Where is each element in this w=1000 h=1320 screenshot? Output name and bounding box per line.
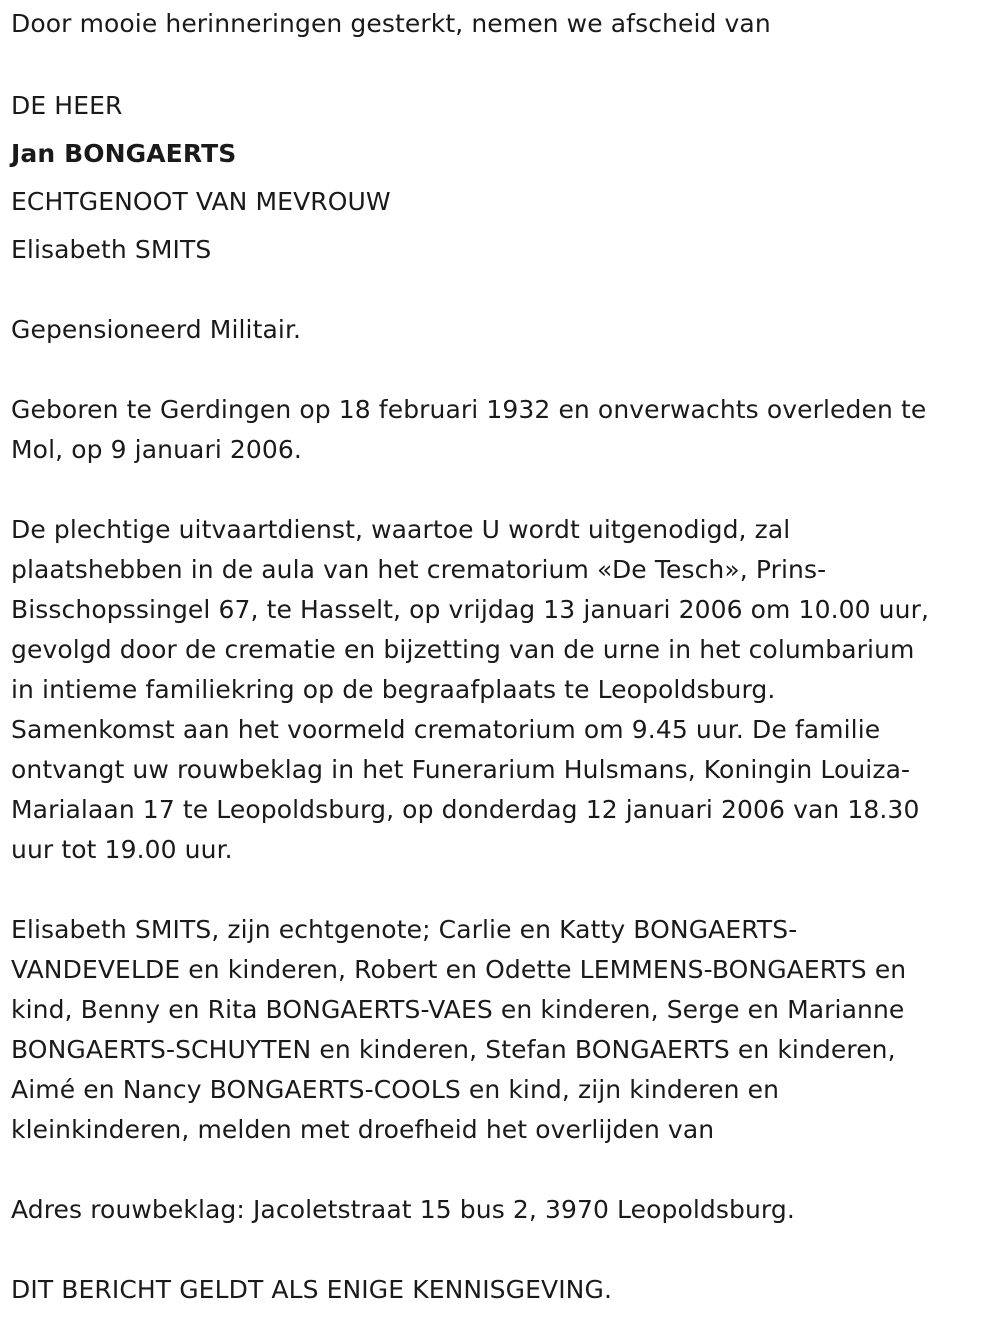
- birth-death-line-1: Geboren te Gerdingen op 18 februari 1932 en onverwachts overleden te: [11, 395, 927, 424]
- family-line-5: Aimé en Nancy BONGAERTS-COOLS en kind, zijn kinderen en: [11, 1075, 780, 1104]
- birth-death-line-2: Mol, op 9 januari 2006.: [11, 435, 302, 464]
- service-line-5: in intieme familiekring op de begraafplaats te Leopoldsburg.: [11, 675, 776, 704]
- address-text: Adres rouwbeklag: Jacoletstraat 15 bus 2, 3970 Leopoldsburg.: [11, 1195, 795, 1224]
- occupation-text: Gepensioneerd Militair.: [11, 315, 302, 344]
- spouse-label: ECHTGENOOT VAN MEVROUW: [11, 187, 391, 216]
- family-line-1: Elisabeth SMITS, zijn echtgenote; Carlie en Katty BONGAERTS-: [11, 915, 798, 944]
- title-text: DE HEER: [11, 91, 123, 120]
- service-line-2: plaatshebben in de aula van het crematorium «De Tesch», Prins-: [11, 555, 827, 584]
- service-line-9: uur tot 19.00 uur.: [11, 835, 233, 864]
- closing-text: DIT BERICHT GELDT ALS ENIGE KENNISGEVING.: [11, 1275, 612, 1304]
- intro-text: Door mooie herinneringen gesterkt, nemen we afscheid van: [11, 9, 771, 38]
- family-line-3: kind, Benny en Rita BONGAERTS-VAES en kinderen, Serge en Marianne: [11, 995, 905, 1024]
- deceased-name: Jan BONGAERTS: [11, 139, 237, 168]
- family-line-6: kleinkinderen, melden met droefheid het overlijden van: [11, 1115, 715, 1144]
- service-line-7: ontvangt uw rouwbeklag in het Funerarium Hulsmans, Koningin Louiza-: [11, 755, 911, 784]
- family-line-4: BONGAERTS-SCHUYTEN en kinderen, Stefan BONGAERTS en kinderen,: [11, 1035, 896, 1064]
- service-line-4: gevolgd door de crematie en bijzetting van de urne in het columbarium: [11, 635, 915, 664]
- service-line-6: Samenkomst aan het voormeld crematorium om 9.45 uur. De familie: [11, 715, 881, 744]
- family-line-2: VANDEVELDE en kinderen, Robert en Odette LEMMENS-BONGAERTS en: [11, 955, 907, 984]
- service-line-8: Marialaan 17 te Leopoldsburg, op donderdag 12 januari 2006 van 18.30: [11, 795, 920, 824]
- service-line-1: De plechtige uitvaartdienst, waartoe U wordt uitgenodigd, zal: [11, 515, 791, 544]
- spouse-name: Elisabeth SMITS: [11, 235, 212, 264]
- service-line-3: Bisschopssingel 67, te Hasselt, op vrijdag 13 januari 2006 om 10.00 uur,: [11, 595, 929, 624]
